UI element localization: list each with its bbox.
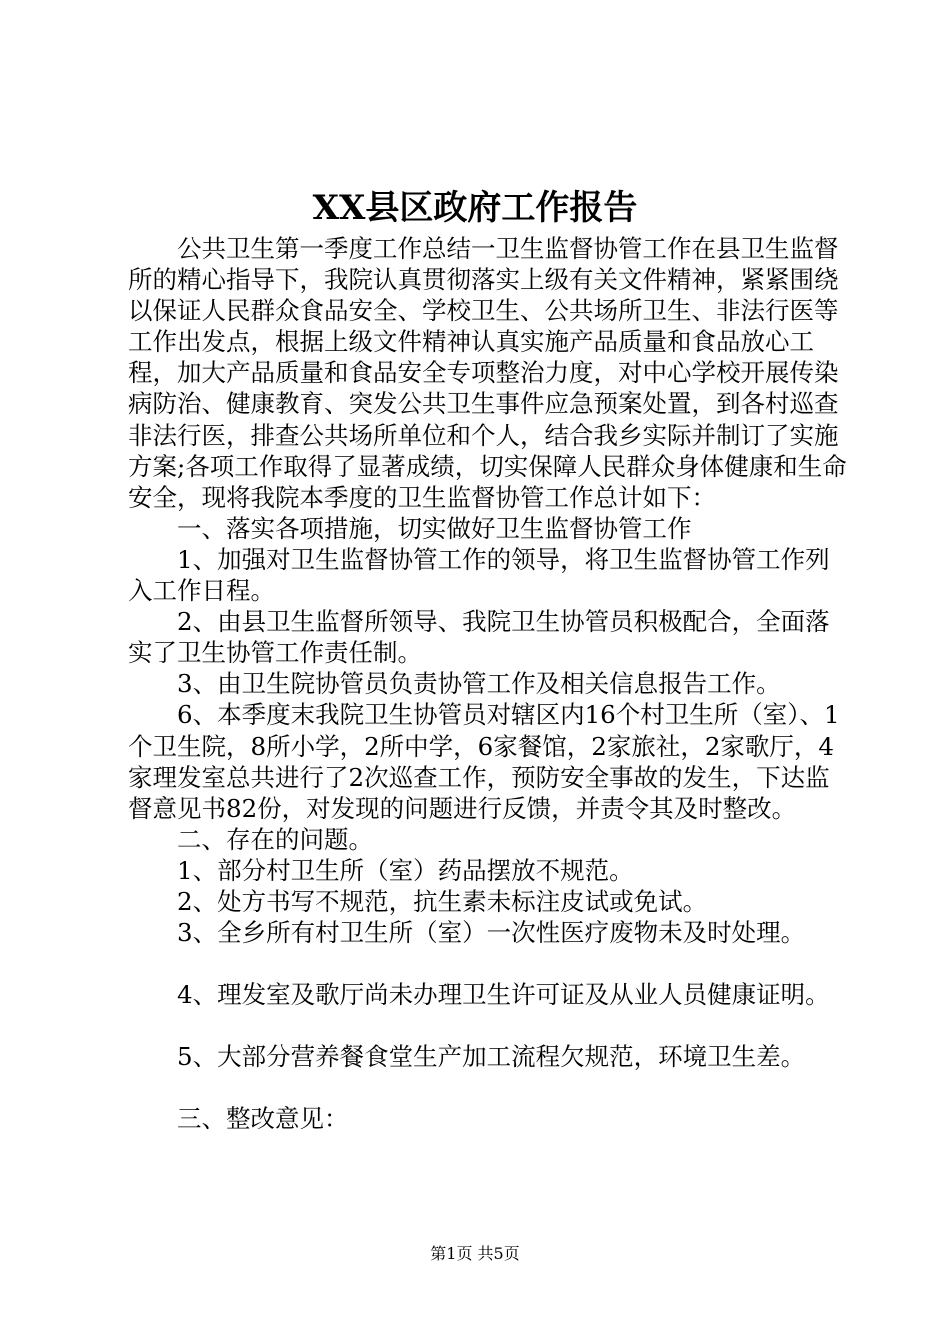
- section-heading-measures: 一、落实各项措施，切实做好卫生监督协管工作: [177, 513, 692, 543]
- document-body: [128, 233, 848, 1134]
- document-title: XX县区政府工作报告: [312, 188, 638, 228]
- section-heading-rectification: 三、整改意见：: [177, 1104, 349, 1134]
- paragraph-item: 4、理发室及歌厅尚未办理卫生许可证及从业人员健康证明。: [177, 980, 830, 1010]
- paragraph-item: 1、部分村卫生所（室）药品摆放不规范。: [177, 855, 634, 885]
- paragraph-item: 2、由县卫生监督所领导、我院卫生协管员积极配合，全面落实了卫生协管工作责任制。: [128, 607, 830, 668]
- paragraph-item: 3、由卫生院协管员负责协管工作及相关信息报告工作。: [177, 669, 781, 699]
- paragraph-item: 3、全乡所有村卫生所（室）一次性医疗废物未及时处理。: [177, 918, 806, 948]
- paragraph-item: 2、处方书写不规范，抗生素未标注皮试或免试。: [177, 886, 708, 916]
- paragraph-item: 1、加强对卫生监督协管工作的领导，将卫生监督协管工作列入工作日程。: [128, 544, 830, 606]
- paragraph-item: 5、大部分营养餐食堂生产加工流程欠规范，环境卫生差。: [177, 1042, 806, 1072]
- page-number-footer: 第1页 共5页: [430, 1244, 520, 1263]
- paragraph-item: 6、本季度末我院卫生协管员对辖区内16个村卫生所（室）、1个卫生院，8所小学，2所中学，6家餐馆，2家旅社，2家歌厅，4家理发室总共进行了2次巡查工作，预防安全事故的发生，下达监督意见书82份，对发现的问题进行反馈，并责令其及时整改。: [128, 700, 840, 823]
- section-heading-problems: 二、存在的问题。: [177, 824, 373, 854]
- paragraph-intro: 公共卫生第一季度工作总结一卫生监督协管工作在县卫生监督所的精心指导下，我院认真贯彻落实上级有关文件精神，紧紧围绕以保证人民群众食品安全、学校卫生、公共场所卫生、非法行医等工作出发点，根据上级文件精神认真实施产品质量和食品放心工程，加大产品质量和食品安全专项整治力度，对中心学校开展传染病防治、健康教育、突发公共卫生事件应急预案处置，到各村巡查非法行医，排查公共场所单位和个人，结合我乡实际并制订了实施方案;各项工作取得了显著成绩，切实保障人民群众身体健康和生命安全，现将我院本季度的卫生监督协管工作总计如下：: [128, 234, 847, 512]
